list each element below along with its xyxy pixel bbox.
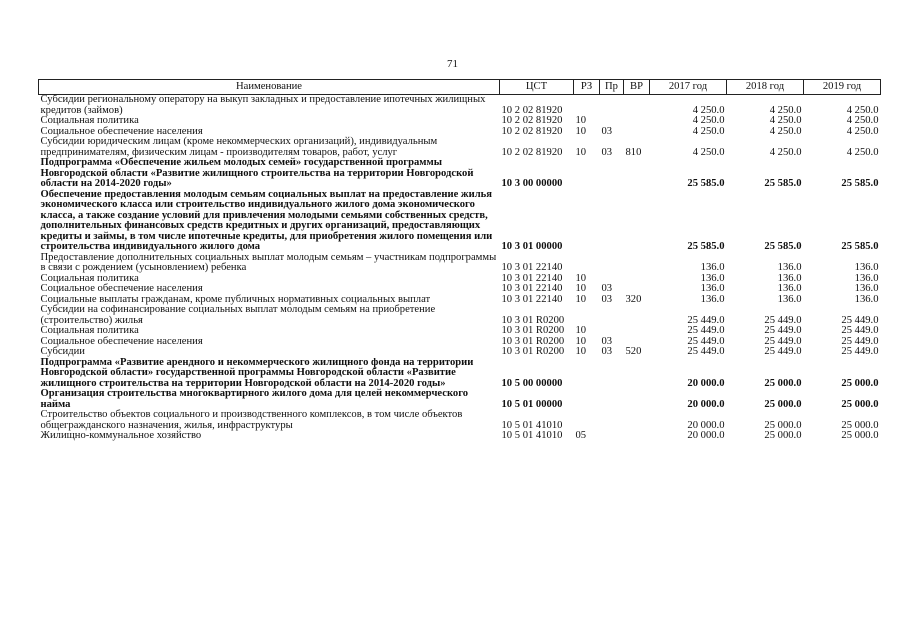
cell-pr <box>600 158 624 190</box>
cell-2017: 25 449.0 <box>687 314 725 326</box>
cell-vr <box>624 158 650 190</box>
cell-vr <box>624 116 650 127</box>
cell-vr <box>624 389 650 410</box>
cell-2018: 136.0 <box>777 262 802 273</box>
cell-2018: 136.0 <box>777 283 802 294</box>
table-row <box>39 431 881 442</box>
cell-rz: 10 <box>575 346 587 357</box>
cell-rz: 10 <box>575 283 587 294</box>
cell-name: Социальные выплаты гражданам, кроме публичных нормативных социальных выплат <box>40 293 431 305</box>
budget-table <box>38 79 881 442</box>
cell-rz: 05 <box>575 430 587 441</box>
cell-vr: 320 <box>625 293 642 305</box>
table-row <box>39 305 881 326</box>
cell-vr <box>624 274 650 285</box>
cell-name: Подпрограмма «Развитие арендного и некоммерческого жилищного фонда на территории Новгородской области» государственной программы Новгородской области «Развитие жилищного строительства на территории Новгородской области на 2014-2020 годы» <box>40 356 474 389</box>
cell-vr: 520 <box>625 346 642 357</box>
cell-pr <box>600 305 624 326</box>
cell-rz <box>574 158 600 190</box>
cell-name: Социальное обеспечение населения <box>40 283 203 294</box>
header-vr: ВР <box>624 80 650 95</box>
cell-cst: 10 3 01 22140 <box>501 293 563 305</box>
cell-2017: 25 585.0 <box>687 241 725 252</box>
cell-2018: 25 449.0 <box>764 325 802 336</box>
cell-2019: 136.0 <box>854 262 879 273</box>
header-cst: ЦСТ <box>500 80 574 95</box>
cell-pr <box>600 95 624 117</box>
cell-cst: 10 3 01 R0200 <box>501 325 565 336</box>
cell-2017: 136.0 <box>700 272 725 284</box>
cell-2018: 25 000.0 <box>764 398 802 410</box>
cell-2018: 136.0 <box>777 272 802 284</box>
cell-2019: 136.0 <box>854 283 879 294</box>
cell-2018: 25 449.0 <box>764 346 802 357</box>
table-row <box>39 137 881 158</box>
cell-2017: 4 250.0 <box>692 104 725 116</box>
cell-2017: 20 000.0 <box>687 419 725 431</box>
cell-rz: 10 <box>575 115 587 126</box>
cell-vr <box>624 190 650 253</box>
cell-pr <box>600 358 624 390</box>
cell-pr <box>600 190 624 253</box>
cell-rz: 10 <box>575 335 587 347</box>
cell-2017: 136.0 <box>700 262 725 273</box>
cell-rz: 10 <box>575 272 587 284</box>
cell-2018: 25 585.0 <box>764 178 802 189</box>
cell-2017: 25 449.0 <box>687 346 725 357</box>
cell-2019: 25 585.0 <box>841 241 879 252</box>
cell-name: Субсидии <box>40 346 85 357</box>
cell-cst: 10 2 02 81920 <box>501 146 563 158</box>
cell-2017: 20 000.0 <box>687 398 725 410</box>
cell-cst: 10 2 02 81920 <box>501 125 563 137</box>
cell-cst: 10 2 02 81920 <box>501 104 563 116</box>
header-2018: 2018 год <box>727 80 804 95</box>
table-row <box>39 347 881 358</box>
cell-2018: 4 250.0 <box>769 146 802 158</box>
cell-name: Жилищно-коммунальное хозяйство <box>40 430 202 441</box>
cell-2018: 4 250.0 <box>769 125 802 137</box>
cell-cst: 10 3 01 R0200 <box>501 346 565 357</box>
table-row <box>39 158 881 190</box>
table-header-row <box>39 80 881 95</box>
cell-vr <box>624 431 650 442</box>
cell-pr: 03 <box>601 346 613 357</box>
cell-2019: 25 000.0 <box>841 430 879 441</box>
cell-2019: 25 449.0 <box>841 314 879 326</box>
cell-rz <box>574 305 600 326</box>
cell-name: Социальная политика <box>40 272 139 284</box>
cell-name: Строительство объектов социального и производственного комплексов, в том числе объектов общегражданского назначения, жилья, инфраструктуры <box>40 409 463 431</box>
cell-2018: 4 250.0 <box>769 115 802 126</box>
cell-pr <box>600 116 624 127</box>
cell-2018: 25 000.0 <box>764 377 802 389</box>
cell-rz: 10 <box>575 125 587 137</box>
cell-cst: 10 3 01 00000 <box>501 241 563 252</box>
cell-2019: 4 250.0 <box>846 104 879 116</box>
table-row <box>39 410 881 431</box>
cell-cst: 10 3 01 22140 <box>501 262 563 273</box>
header-pr: Пр <box>600 80 624 95</box>
cell-2019: 136.0 <box>854 272 879 284</box>
table-row <box>39 358 881 390</box>
cell-2017: 136.0 <box>700 293 725 305</box>
cell-name: Социальная политика <box>40 325 139 336</box>
table-body <box>39 95 881 442</box>
table-row <box>39 253 881 274</box>
cell-2019: 25 585.0 <box>841 178 879 189</box>
cell-2017: 4 250.0 <box>692 125 725 137</box>
cell-cst: 10 3 01 R0200 <box>501 314 565 326</box>
cell-name: Субсидии юридическим лицам (кроме некоммерческих организаций), индивидуальным предпринимателям, физическим лицам - производителям товаров, работ, услуг <box>40 136 438 158</box>
cell-vr <box>624 358 650 390</box>
cell-name: Социальное обеспечение населения <box>40 335 203 347</box>
cell-pr: 03 <box>601 125 613 137</box>
cell-pr <box>600 326 624 337</box>
cell-2017: 25 449.0 <box>687 335 725 347</box>
cell-2017: 20 000.0 <box>687 377 725 389</box>
cell-vr: 810 <box>625 146 642 158</box>
cell-2018: 136.0 <box>777 293 802 305</box>
cell-cst: 10 3 01 22140 <box>501 272 563 284</box>
cell-cst: 10 3 01 R0200 <box>501 335 565 347</box>
cell-2018: 25 449.0 <box>764 314 802 326</box>
cell-2017: 136.0 <box>700 283 725 294</box>
cell-cst: 10 2 02 81920 <box>501 115 563 126</box>
header-2017: 2017 год <box>650 80 727 95</box>
cell-pr: 03 <box>601 293 613 305</box>
cell-2017: 4 250.0 <box>692 115 725 126</box>
cell-cst: 10 5 00 00000 <box>501 377 563 389</box>
table-row <box>39 116 881 127</box>
cell-pr <box>600 410 624 431</box>
table-row <box>39 190 881 253</box>
cell-rz <box>574 190 600 253</box>
cell-pr: 03 <box>601 335 613 347</box>
cell-vr <box>624 284 650 295</box>
cell-2017: 25 449.0 <box>687 325 725 336</box>
page-number: 71 <box>447 58 458 70</box>
cell-2018: 25 449.0 <box>764 335 802 347</box>
cell-2018: 25 000.0 <box>764 430 802 441</box>
header-name: Наименование <box>39 80 500 95</box>
cell-2017: 20 000.0 <box>687 430 725 441</box>
cell-vr <box>624 410 650 431</box>
cell-pr <box>600 389 624 410</box>
cell-cst: 10 5 01 41010 <box>501 430 563 441</box>
cell-name: Субсидии региональному оператору на выкуп закладных и предоставление ипотечных жилищных кредитов (займов) <box>40 94 486 116</box>
header-2019: 2019 год <box>804 80 881 95</box>
cell-2018: 25 585.0 <box>764 241 802 252</box>
cell-rz: 10 <box>575 146 587 158</box>
cell-rz <box>574 389 600 410</box>
cell-pr <box>600 253 624 274</box>
table-row <box>39 337 881 348</box>
cell-name: Организация строительства многоквартирного жилого дома для целей некоммерческого найма <box>40 388 469 410</box>
cell-2019: 4 250.0 <box>846 125 879 137</box>
cell-2017: 4 250.0 <box>692 146 725 158</box>
cell-rz: 10 <box>575 325 587 336</box>
cell-name: Подпрограмма «Обеспечение жильем молодых семей» государственной программы Новгородской области «Развитие жилищного строительства на территории Новгородской области на 2014-2020 годы» <box>40 157 474 189</box>
table-row <box>39 95 881 117</box>
cell-2019: 4 250.0 <box>846 146 879 158</box>
cell-2019: 25 000.0 <box>841 419 879 431</box>
cell-2018: 25 000.0 <box>764 419 802 431</box>
cell-name: Социальная политика <box>40 115 139 126</box>
cell-vr <box>624 326 650 337</box>
cell-cst: 10 5 01 00000 <box>501 398 563 410</box>
cell-cst: 10 3 00 00000 <box>501 178 563 189</box>
table-row <box>39 284 881 295</box>
table-row <box>39 326 881 337</box>
cell-pr: 03 <box>601 146 613 158</box>
cell-2019: 25 000.0 <box>841 377 879 389</box>
cell-rz <box>574 358 600 390</box>
cell-2019: 25 449.0 <box>841 346 879 357</box>
cell-2019: 136.0 <box>854 293 879 305</box>
cell-vr <box>624 253 650 274</box>
cell-2019: 4 250.0 <box>846 115 879 126</box>
cell-rz <box>574 253 600 274</box>
cell-cst: 10 5 01 41010 <box>501 419 563 431</box>
cell-vr <box>624 305 650 326</box>
cell-2019: 25 449.0 <box>841 335 879 347</box>
cell-pr: 03 <box>601 283 613 294</box>
cell-rz: 10 <box>575 293 587 305</box>
cell-vr <box>624 95 650 117</box>
cell-pr <box>600 431 624 442</box>
header-rz: РЗ <box>574 80 600 95</box>
cell-name: Обеспечение предоставления молодым семьям социальных выплат на предоставление жилья экономического класса или строительство индивидуального жилого дома экономического класса, а также создание условий для привлечения молодыми семьями собственных средств, дополнительных финансовых средств кредитных и других организаций, предоставляющих кредиты и займы, в том числе ипотечные кредиты, для приобретения жилого помещения или строительства индивидуального жилого дома <box>40 188 493 252</box>
cell-name: Предоставление дополнительных социальных выплат молодым семьям – участникам подпрограммы в связи с рождением (усыновлением) ребенка <box>40 251 497 273</box>
table-row <box>39 389 881 410</box>
cell-2019: 25 449.0 <box>841 325 879 336</box>
cell-name: Социальное обеспечение населения <box>40 125 203 137</box>
cell-rz <box>574 95 600 117</box>
cell-2017: 25 585.0 <box>687 178 725 189</box>
cell-name: Субсидии на софинансирование социальных выплат молодым семьям на приобретение (строительство) жилья <box>40 304 436 326</box>
cell-rz <box>574 410 600 431</box>
cell-2018: 4 250.0 <box>769 104 802 116</box>
cell-vr <box>624 127 650 138</box>
cell-2019: 25 000.0 <box>841 398 879 410</box>
cell-cst: 10 3 01 22140 <box>501 283 563 294</box>
